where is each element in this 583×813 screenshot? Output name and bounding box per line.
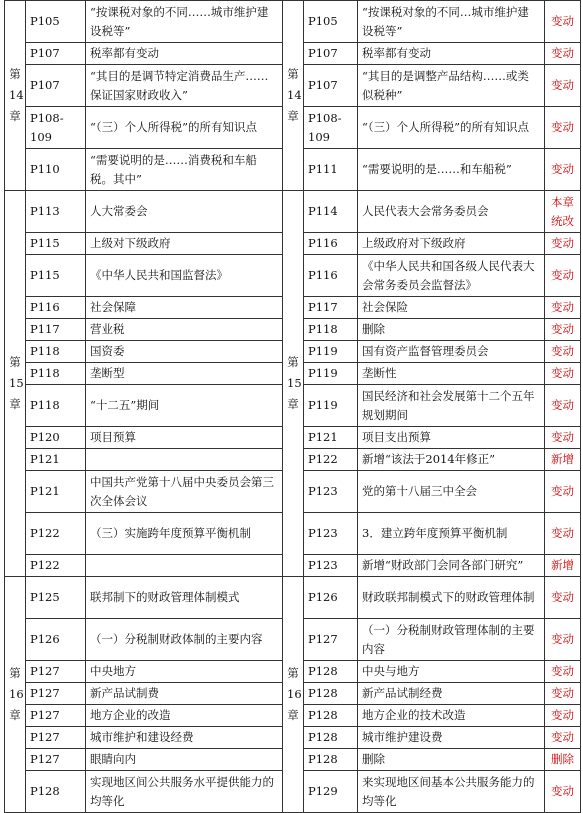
old-content-cell: “其目的是调节特定消费品生产……保证国家财政收入” <box>86 65 283 107</box>
change-note: 变动 <box>545 1 581 43</box>
change-note: 变动 <box>545 255 581 297</box>
old-content-cell: 城市维护和建设经费 <box>86 727 283 749</box>
old-content-cell: 垄断型 <box>86 363 283 385</box>
change-note: 变动 <box>545 619 581 661</box>
old-content-cell: 国资委 <box>86 341 283 363</box>
old-content-cell: 《中华人民共和国监督法》 <box>86 255 283 297</box>
old-content-cell: 实现地区间公共服务水平提供能力的均等化 <box>86 771 283 813</box>
new-content-cell: 党的第十八届三中全会 <box>358 471 545 513</box>
old-page-cell: P128 <box>26 771 86 813</box>
old-page-cell: P110 <box>26 149 86 191</box>
old-content-cell: 税率都有变动 <box>86 43 283 65</box>
old-content-cell: 中央地方 <box>86 661 283 683</box>
old-page-cell: P126 <box>26 619 86 661</box>
old-content-cell: “（三）个人所得税”的所有知识点 <box>86 107 283 149</box>
new-content-cell: 税率都有变动 <box>358 43 545 65</box>
change-note: 变动 <box>545 43 581 65</box>
old-page-cell: P127 <box>26 705 86 727</box>
new-content-cell: 人民代表大会常务委员会 <box>358 191 545 233</box>
change-note: 变动 <box>545 683 581 705</box>
old-page-cell: P127 <box>26 749 86 771</box>
new-page-cell: P126 <box>304 577 358 619</box>
old-content-cell: 营业税 <box>86 319 283 341</box>
new-page-cell: P107 <box>304 43 358 65</box>
new-page-cell: P128 <box>304 683 358 705</box>
old-page-cell: P118 <box>26 363 86 385</box>
new-content-cell: 垄断性 <box>358 363 545 385</box>
change-note: 删除 <box>545 749 581 771</box>
change-note: 变动 <box>545 107 581 149</box>
new-page-cell: P129 <box>304 771 358 813</box>
old-page-cell: P120 <box>26 427 86 449</box>
change-note: 变动 <box>545 233 581 255</box>
table-row <box>5 577 581 619</box>
old-chapter-label: 第 16 章 <box>5 577 26 813</box>
old-page-cell: P113 <box>26 191 86 233</box>
old-page-cell: P122 <box>26 555 86 577</box>
new-page-cell: P128 <box>304 705 358 727</box>
old-content-cell: “十二五”期间 <box>86 385 283 427</box>
change-note: 变动 <box>545 705 581 727</box>
new-page-cell: P105 <box>304 1 358 43</box>
new-content-cell: 上级政府对下级政府 <box>358 233 545 255</box>
old-page-cell: P105 <box>26 1 86 43</box>
old-page-cell: P116 <box>26 297 86 319</box>
old-content-cell: 新产品试制费 <box>86 683 283 705</box>
table-row <box>5 1 581 43</box>
old-page-cell: P117 <box>26 319 86 341</box>
old-content-cell: 地方企业的改造 <box>86 705 283 727</box>
change-note: 变动 <box>545 319 581 341</box>
old-content-cell: （三）实施跨年度预算平衡机制 <box>86 513 283 555</box>
old-page-cell: P122 <box>26 513 86 555</box>
change-note: 变动 <box>545 65 581 107</box>
new-page-cell: P116 <box>304 255 358 297</box>
new-page-cell: P117 <box>304 297 358 319</box>
new-content-cell: 删除 <box>358 319 545 341</box>
old-content-cell <box>86 449 283 471</box>
new-page-cell: P108-109 <box>304 107 358 149</box>
new-page-cell: P119 <box>304 341 358 363</box>
change-note: 变动 <box>545 149 581 191</box>
new-page-cell: P122 <box>304 449 358 471</box>
old-content-cell: 上级对下级政府 <box>86 233 283 255</box>
new-content-cell: 社会保险 <box>358 297 545 319</box>
new-content-cell: “按课税对象的不同…城市维护建设税等” <box>358 1 545 43</box>
old-page-cell: P127 <box>26 661 86 683</box>
new-page-cell: P119 <box>304 363 358 385</box>
new-content-cell: 国民经济和社会发展第十二个五年规划期间 <box>358 385 545 427</box>
new-page-cell: P119 <box>304 385 358 427</box>
new-content-cell: （一）分税制财政管理体制的主要内容 <box>358 619 545 661</box>
change-note: 变动 <box>545 385 581 427</box>
change-note: 变动 <box>545 661 581 683</box>
new-content-cell: 国有资产监督管理委员会 <box>358 341 545 363</box>
old-content-cell: 社会保障 <box>86 297 283 319</box>
old-content-cell: 眼睛向内 <box>86 749 283 771</box>
change-note: 变动 <box>545 427 581 449</box>
change-note: 变动 <box>545 297 581 319</box>
old-page-cell: P118 <box>26 385 86 427</box>
old-content-cell: “需要说明的是……消费税和车船税。其中” <box>86 149 283 191</box>
new-content-cell: “需要说明的是……和车船税” <box>358 149 545 191</box>
change-note: 新增 <box>545 555 581 577</box>
old-page-cell: P125 <box>26 577 86 619</box>
old-content-cell: 中国共产党第十八届中央委员会第三次全体会议 <box>86 471 283 513</box>
new-page-cell: P123 <box>304 555 358 577</box>
comparison-table <box>4 0 581 813</box>
old-page-cell: P115 <box>26 233 86 255</box>
old-content-cell: 联邦制下的财政管理体制模式 <box>86 577 283 619</box>
old-page-cell: P127 <box>26 683 86 705</box>
new-page-cell: P116 <box>304 233 358 255</box>
old-page-cell: P121 <box>26 449 86 471</box>
new-content-cell: 来实现地区间基本公共服务能力的均等化 <box>358 771 545 813</box>
new-page-cell: P107 <box>304 65 358 107</box>
new-page-cell: P111 <box>304 149 358 191</box>
new-content-cell: 新增“财政部门会同各部门研究” <box>358 555 545 577</box>
new-content-cell: 删除 <box>358 749 545 771</box>
change-note: 变动 <box>545 363 581 385</box>
new-content-cell: 3．建立跨年度预算平衡机制 <box>358 513 545 555</box>
table-row <box>5 191 581 233</box>
new-content-cell: 新产品试制经费 <box>358 683 545 705</box>
old-page-cell: P121 <box>26 471 86 513</box>
new-content-cell: 中央与地方 <box>358 661 545 683</box>
new-chapter-label: 第 15 章 <box>283 191 304 577</box>
new-content-cell: 财政联邦制模式下的财政管理体制 <box>358 577 545 619</box>
new-content-cell: 城市维护建设费 <box>358 727 545 749</box>
change-note: 变动 <box>545 727 581 749</box>
new-chapter-label: 第 16 章 <box>283 577 304 813</box>
new-page-cell: P127 <box>304 619 358 661</box>
new-page-cell: P128 <box>304 749 358 771</box>
change-note: 变动 <box>545 341 581 363</box>
new-content-cell: 地方企业的技术改造 <box>358 705 545 727</box>
change-note: 变动 <box>545 771 581 813</box>
new-page-cell: P123 <box>304 513 358 555</box>
old-page-cell: P127 <box>26 727 86 749</box>
old-content-cell: 项目预算 <box>86 427 283 449</box>
change-note: 新增 <box>545 449 581 471</box>
old-chapter-label: 第 15 章 <box>5 191 26 577</box>
new-page-cell: P123 <box>304 471 358 513</box>
change-note: 变动 <box>545 513 581 555</box>
new-page-cell: P128 <box>304 661 358 683</box>
change-note: 本章统改 <box>545 191 581 233</box>
old-content-cell <box>86 555 283 577</box>
old-content-cell: 人大常委会 <box>86 191 283 233</box>
new-content-cell: “其目的是调整产品结构……或类似税种” <box>358 65 545 107</box>
new-content-cell: 项目支出预算 <box>358 427 545 449</box>
old-page-cell: P108-109 <box>26 107 86 149</box>
old-content-cell: “按课税对象的不同……城市维护建设税等” <box>86 1 283 43</box>
old-page-cell: P107 <box>26 65 86 107</box>
new-chapter-label: 第 14 章 <box>283 1 304 191</box>
new-page-cell: P121 <box>304 427 358 449</box>
new-content-cell: 新增“该法于2014年修正” <box>358 449 545 471</box>
change-note: 变动 <box>545 471 581 513</box>
new-content-cell: 《中华人民共和国各级人民代表大会常务委员会监督法》 <box>358 255 545 297</box>
old-chapter-label: 第 14 章 <box>5 1 26 191</box>
change-note: 变动 <box>545 577 581 619</box>
comparison-table-body <box>5 1 581 813</box>
new-page-cell: P128 <box>304 727 358 749</box>
new-page-cell: P114 <box>304 191 358 233</box>
new-page-cell: P118 <box>304 319 358 341</box>
old-page-cell: P115 <box>26 255 86 297</box>
new-content-cell: “（三）个人所得税”的所有知识点 <box>358 107 545 149</box>
old-page-cell: P107 <box>26 43 86 65</box>
old-content-cell: （一）分税制财政体制的主要内容 <box>86 619 283 661</box>
old-page-cell: P118 <box>26 341 86 363</box>
